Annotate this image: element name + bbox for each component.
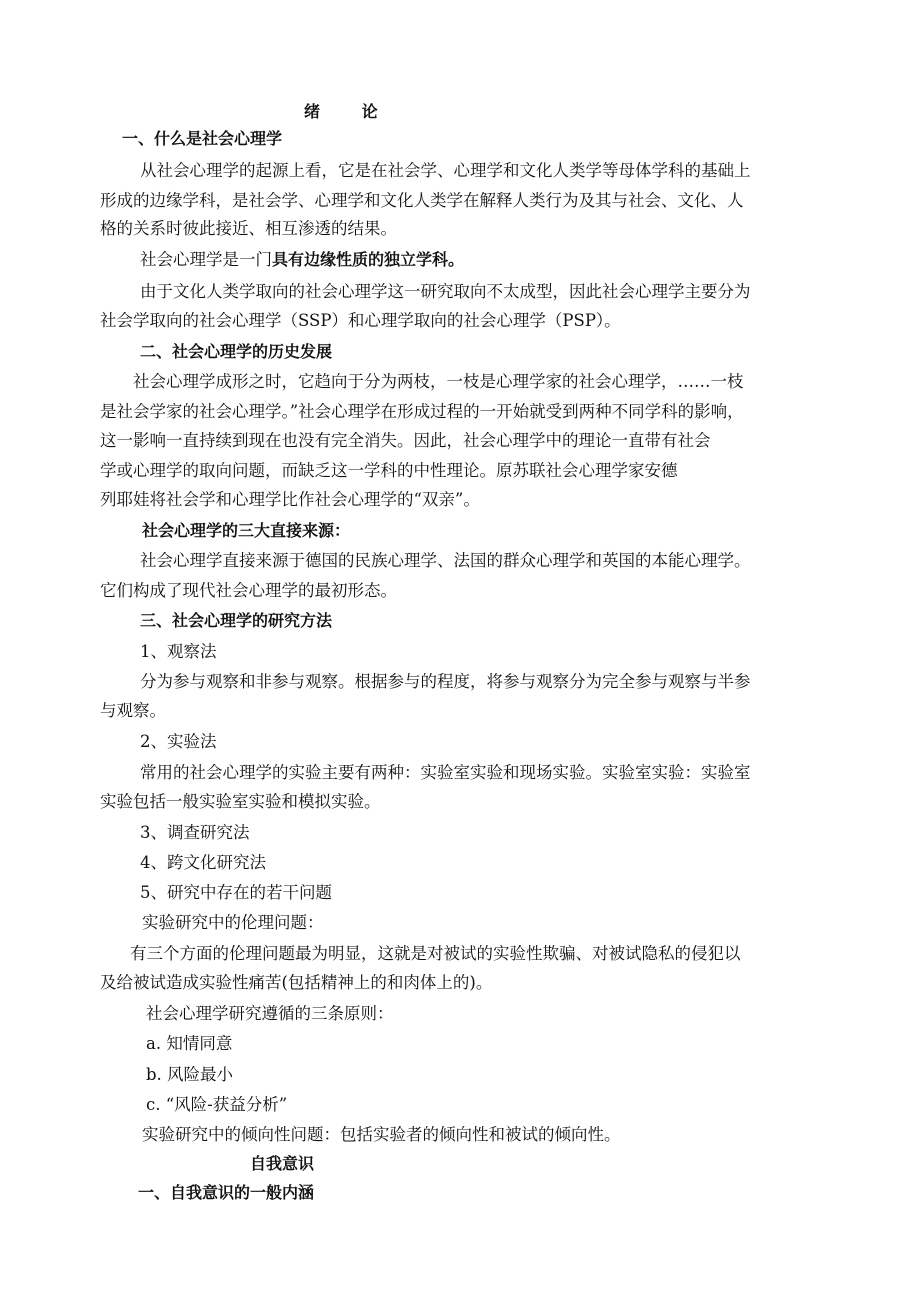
chapter-2-title: 自我意识 xyxy=(250,1154,315,1173)
paragraph-line: 常用的社会心理学的实验主要有两种：实验室实验和现场实验。实验室实验：实验室 xyxy=(140,763,751,782)
chapter-2-section-1-heading: 一、自我意识的一般内涵 xyxy=(138,1183,315,1202)
section-1-heading: 一、什么是社会心理学 xyxy=(122,129,283,148)
principles-title: 社会心理学研究遵循的三条原则： xyxy=(146,1004,394,1023)
ethics-title: 实验研究中的伦理问题： xyxy=(142,913,324,932)
paragraph-line: 分为参与观察和非参与观察。根据参与的程度，将参与观察分为完全参与观察与半参 xyxy=(140,672,751,691)
method-title: 4、跨文化研究法 xyxy=(140,853,266,872)
method-title: 3、调查研究法 xyxy=(140,823,250,842)
paragraph-line: 社会心理学成形之时，它趋向于分为两枝，一枝是心理学家的社会心理学，……一枝 xyxy=(133,372,744,391)
method-title: 1、观察法 xyxy=(140,642,217,661)
paragraph-line: 与观察。 xyxy=(100,701,166,720)
principle-item: a. 知情同意 xyxy=(146,1034,233,1053)
paragraph-line: 社会心理学直接来源于德国的民族心理学、法国的群众心理学和英国的本能心理学。 xyxy=(140,551,751,570)
paragraph-line: 社会学取向的社会心理学（SSP）和心理学取向的社会心理学（PSP）。 xyxy=(100,311,621,330)
method-title: 5、研究中存在的若干问题 xyxy=(140,883,332,902)
paragraph-line: 这一影响一直持续到现在也没有完全消失。因此，社会心理学中的理论一直带有社会 xyxy=(100,431,711,450)
principle-item: c. “风险-获益分析” xyxy=(146,1095,288,1114)
principle-item: b. 风险最小 xyxy=(146,1065,234,1084)
paragraph-line: 学或心理学的取向问题，而缺乏这一学科的中性理论。原苏联社会心理学家安德 xyxy=(100,461,678,480)
method-title: 2、实验法 xyxy=(140,732,217,751)
paragraph-line: 由于文化人类学取向的社会心理学这一研究取向不太成型，因此社会心理学主要分为 xyxy=(140,282,751,301)
section-2-heading: 二、社会心理学的历史发展 xyxy=(140,342,333,361)
paragraph-line: 它们构成了现代社会心理学的最初形态。 xyxy=(100,581,397,600)
definition-lead: 社会心理学是一门 xyxy=(140,250,272,269)
paragraph-line: 格的关系时彼此接近、相互渗透的结果。 xyxy=(100,219,397,238)
chapter-title: 绪 论 xyxy=(304,102,396,121)
definition-emphasis: 具有边缘性质的独立学科。 xyxy=(272,250,465,269)
paragraph-line: 从社会心理学的起源上看，它是在社会学、心理学和文化人类学等母体学科的基础上 xyxy=(140,161,751,180)
paragraph-line: 形成的边缘学科，是社会学、心理学和文化人类学在解释人类行为及其与社会、文化、人 xyxy=(100,191,744,210)
section-3-heading: 三、社会心理学的研究方法 xyxy=(140,611,333,630)
paragraph-line: 有三个方面的伦理问题最为明显，这就是对被试的实验性欺骗、对被试隐私的侵犯以 xyxy=(130,944,741,963)
tendency-text: 实验研究中的倾向性问题：包括实验者的倾向性和被试的倾向性。 xyxy=(142,1125,621,1144)
subsection-heading: 社会心理学的三大直接来源： xyxy=(142,521,351,540)
paragraph-line: 是社会学家的社会心理学。”社会心理学在形成过程的一开始就受到两种不同学科的影响， xyxy=(100,402,744,421)
paragraph-line: 列耶娃将社会学和心理学比作社会心理学的“双亲”。 xyxy=(100,490,480,509)
paragraph-line: 及给被试造成实验性痛苦(包括精神上的和肉体上的)。 xyxy=(100,973,493,992)
paragraph-line xyxy=(140,249,870,271)
paragraph-line: 实验包括一般实验室实验和模拟实验。 xyxy=(100,792,381,811)
